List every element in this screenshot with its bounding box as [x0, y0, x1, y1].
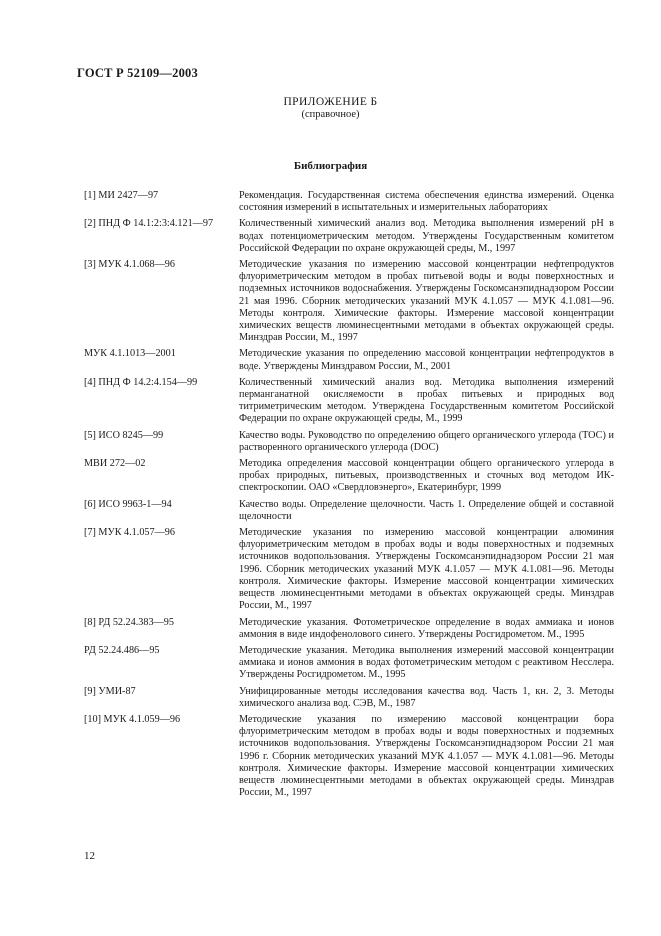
appendix-heading	[0, 96, 661, 120]
entry-reference: [7] МУК 4.1.057—96	[84, 527, 175, 539]
entry-reference: МВИ 272—02	[84, 458, 146, 470]
bibliography-entry	[84, 458, 614, 495]
entry-reference: [6] ИСО 9963-1—94	[84, 498, 172, 510]
bibliography-entry	[84, 430, 614, 454]
entry-description: Количественный химический анализ вод. Методика выполнения измерений pH в водах потенциометрическим методом. Утверждены Государственным комитетом Российской Федерации по охране окружающей среды, М., 1997	[239, 218, 614, 254]
entry-reference: [1] МИ 2427—97	[84, 190, 159, 201]
bibliography-entry	[84, 348, 614, 372]
bibliography-entry	[84, 645, 614, 682]
bibliography-heading: Библиография	[293, 160, 368, 172]
entry-description: Методические указания по измерению массовой концентрации алюминия флуориметрическим методом в пробах воды и воды поверхностных и подземных источников водопользования. Утверждены Госкомсанэпиднадзором России 21 мая 1996. Сборник методических указаний МУК 4.1.057 — МУК 4.1.081—96. Методы контроля. Химические факторы. Измерение массовой концентрации химических веществ люминесцентными методами в объектах окружающей среды. Минздрав России, М., 1997	[239, 527, 614, 612]
appendix-title: ПРИЛОЖЕНИЕ Б	[283, 96, 378, 108]
entry-reference: МУК 4.1.1013—2001	[84, 348, 176, 360]
entry-reference: [8] РД 52.24.383—95	[84, 616, 174, 628]
entry-description: Рекомендация. Государственная система обеспечения единства измерений. Оценка состояния измерений в испытательных и измерительных лабораториях	[239, 190, 614, 214]
entry-description: Качество воды. Определение щелочности. Часть 1. Определение общей и составной щелочности	[239, 498, 614, 522]
entry-description: Методические указания по определению массовой концентрации нефтепродуктов в воде. Утверждены Минздравом России, М., 2001	[239, 348, 614, 372]
entry-reference: [3] МУК 4.1.068—96	[84, 259, 175, 271]
entry-description: Методические указания. Фотометрическое определение в водах аммиака и ионов аммония в виде индофенолового синего. Утверждены Росгидрометом. М., 1995	[239, 616, 614, 640]
entry-description: Методические указания по измерению массовой концентрации нефтепродуктов флуориметрическим методом в пробах питьевой воды и воды поверхностных и подземных источников водоснабжения. Утверждены Госкомсанэпиднадзором России 21 мая 1996. Сборник методических указаний МУК 4.1.057 — МУК 4.1.081—96. Методы контроля. Химические факторы. Измерение массовой концентрации химических веществ люминесцентными методами в объектах окружающей среды. Минздрав России, М., 1997	[239, 259, 614, 344]
entry-reference: [5] ИСО 8245—99	[84, 429, 164, 441]
entry-reference: [2] ПНД Ф 14.1:2:3:4.121—97	[84, 218, 214, 230]
entry-description: Методические указания по измерению массовой концентрации бора флуориметрическим методом в пробах воды и воды поверхностных и подземных источников водопользования. Утверждены Госкомсанэпиднадзором России 21 мая 1996 г. Сборник методических указаний МУК 4.1.057 — МУК 4.1.081—96. Методы контроля. Химические факторы. Измерение массовой концентрации химических веществ люминесцентными методами в объектах окружающей среды. Минздрав России, М., 1997	[239, 713, 614, 799]
entry-description: Количественный химический анализ вод. Методика выполнения измерений перманганатной окисляемости в пробах питьевых и природных вод титриметрическим методом. Утверждена Государственным комитетом Российской Федерации по охране окружающей среды, М., 1999	[239, 376, 614, 425]
bibliography-entry	[84, 714, 614, 799]
bibliography-entry	[84, 686, 614, 710]
bibliography-list	[84, 190, 614, 803]
entry-reference: [9] УМИ-87	[84, 685, 136, 697]
page-number: 12	[84, 850, 95, 862]
bibliography-entry	[84, 218, 614, 255]
bibliography-entry	[84, 499, 614, 523]
entry-description: Унифицированные методы исследования качества вод. Часть 1, кн. 2, 3. Методы химического анализа вод. СЭВ, М., 1987	[239, 685, 614, 709]
entry-reference: [4] ПНД Ф 14.2:4.154—99	[84, 376, 198, 388]
bibliography-entry	[84, 527, 614, 612]
entry-description: Методика определения массовой концентрации общего органического углерода в пробах природных, питьевых, производственных и сточных вод методом ИК-спектроскопии. ОАО «Свердловэнерго», Екатеринбург, 1999	[239, 458, 614, 494]
entry-reference: [10] МУК 4.1.059—96	[84, 713, 181, 725]
bibliography-entry	[84, 377, 614, 426]
entry-description: Методические указания. Методика выполнения измерений массовой концентрации аммиака и ионов аммония в водах фотометрическим методом с реактивом Несслера. Утверждены Росгидрометом. М., 1995	[239, 644, 614, 681]
document-code-header: ГОСТ Р 52109—2003	[77, 66, 198, 80]
bibliography-entry	[84, 190, 614, 214]
bibliography-entry	[84, 259, 614, 344]
bibliography-entry	[84, 617, 614, 641]
appendix-subtitle: (справочное)	[301, 109, 360, 120]
entry-reference: РД 52.24.486—95	[84, 644, 160, 656]
entry-description: Качество воды. Руководство по определению общего органического углерода (ТОС) и растворенного органического углерода (DOC)	[239, 429, 614, 453]
